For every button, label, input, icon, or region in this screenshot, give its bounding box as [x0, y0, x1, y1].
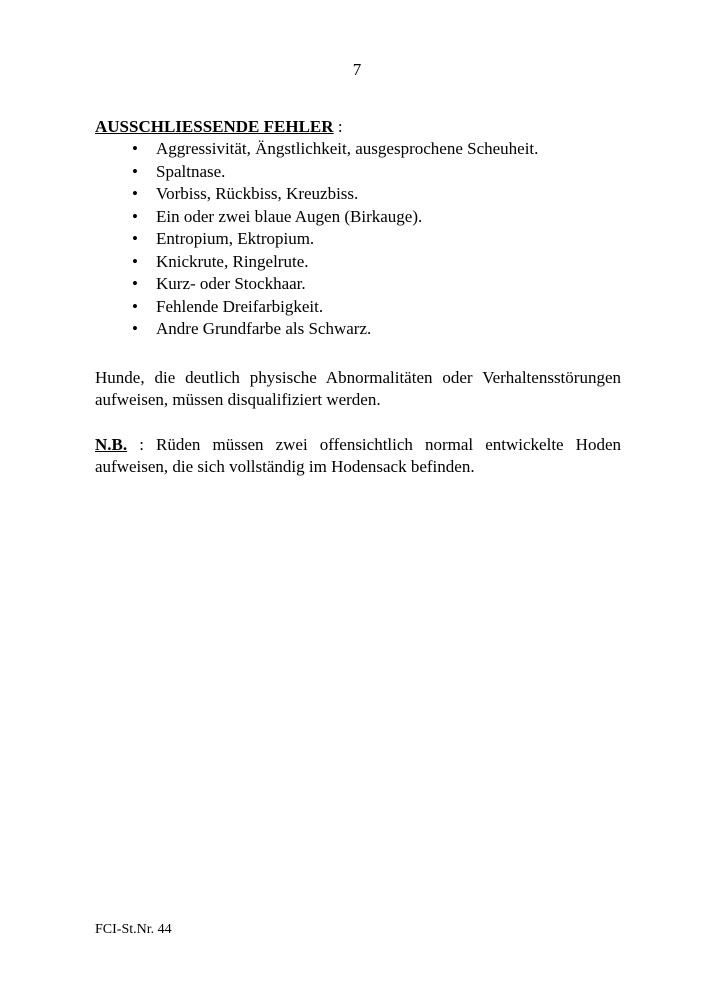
- list-item-text: Vorbiss, Rückbiss, Kreuzbiss.: [156, 184, 359, 203]
- list-item-text: Spaltnase.: [156, 161, 226, 181]
- list-item: [95, 228, 621, 251]
- section-heading-text: AUSSCHLIESSENDE FEHLER: [95, 117, 334, 136]
- section-heading-suffix: :: [333, 117, 343, 136]
- list-item: [95, 273, 621, 296]
- disqualifying-faults-list: [95, 138, 621, 341]
- note-label: N.B.: [95, 434, 128, 454]
- list-item: [95, 296, 621, 319]
- bullet-icon: •: [132, 274, 138, 293]
- bullet-icon: •: [132, 251, 138, 271]
- list-item-text: Knickrute, Ringelrute.: [156, 251, 309, 271]
- bullet-icon: •: [132, 184, 138, 203]
- bullet-icon: •: [132, 296, 138, 316]
- list-item-text: Fehlende Dreifarbigkeit.: [156, 296, 324, 316]
- list-item: [95, 138, 621, 161]
- list-item: [95, 183, 621, 206]
- list-item: [95, 318, 621, 341]
- list-item-text: Aggressivität, Ängstlichkeit, ausgesprochene Scheuheit.: [156, 139, 539, 158]
- bullet-icon: •: [132, 161, 138, 181]
- section-heading: [95, 116, 621, 138]
- footer-standard-number: FCI-St.Nr. 44: [95, 922, 172, 937]
- list-item-text: Andre Grundfarbe als Schwarz.: [156, 319, 372, 338]
- note-paragraph: [95, 434, 621, 479]
- page-number: 7: [352, 60, 362, 79]
- list-item-text: Ein oder zwei blaue Augen (Birkauge).: [156, 206, 423, 226]
- disqualification-paragraph: Hunde, die deutlich physische Abnormalitäten oder Verhaltensstörungen aufweisen, müssen disqualifiziert werden.: [95, 367, 621, 409]
- bullet-icon: •: [132, 139, 138, 158]
- list-item: [95, 251, 621, 274]
- list-item: [95, 206, 621, 229]
- bullet-icon: •: [132, 229, 138, 248]
- list-item: [95, 161, 621, 184]
- note-text: : Rüden müssen zwei offensichtlich normal entwickelte Hoden aufweisen, die sich vollständig im Hodensack befinden.: [95, 434, 621, 476]
- bullet-icon: •: [132, 206, 138, 226]
- bullet-icon: •: [132, 319, 138, 338]
- document-body: [95, 116, 621, 479]
- list-item-text: Kurz- oder Stockhaar.: [156, 274, 306, 293]
- list-item-text: Entropium, Ektropium.: [156, 229, 315, 248]
